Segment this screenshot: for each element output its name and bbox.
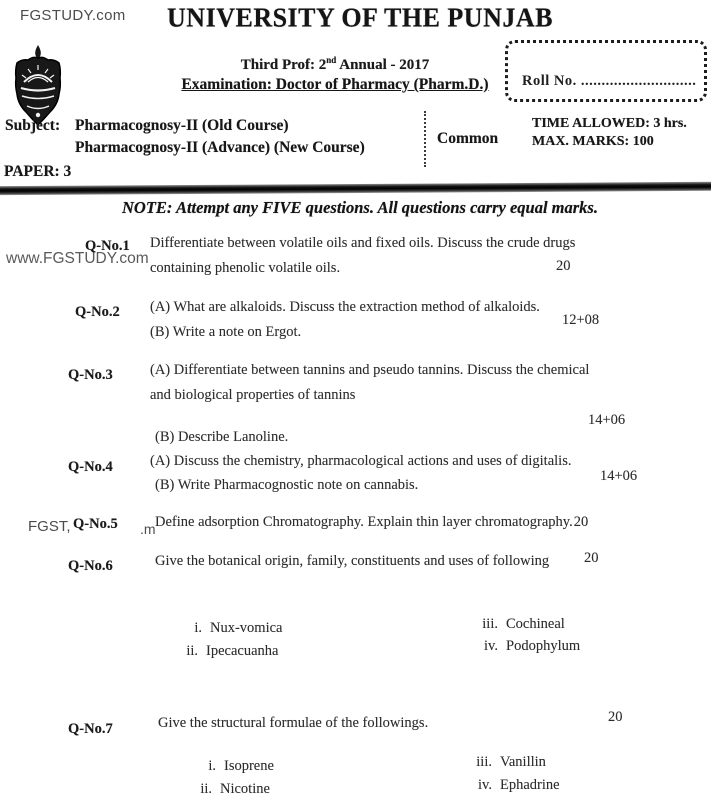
question-6-item-4: [478, 638, 580, 655]
question-5-label: Q-No.5: [73, 516, 118, 532]
question-6-text: Give the botanical origin, family, constituents and uses of following: [155, 553, 550, 569]
item-text: Ephadrine: [500, 777, 560, 793]
subject-new-course: Pharmacognosy-II (Advance) (New Course): [75, 139, 365, 156]
session-prefix: Third Prof: 2: [240, 57, 327, 73]
watermark-q5-right: .m: [140, 521, 156, 537]
question-5-line: Define adsorption Chromatography. Explain thin layer chromatography.: [155, 514, 573, 530]
question-7-item-3: [472, 754, 546, 771]
item-numeral: i.: [194, 620, 202, 636]
session-line: [160, 55, 510, 74]
item-numeral: ii.: [200, 781, 212, 797]
session-ordinal: nd: [326, 55, 337, 65]
vertical-divider: [424, 111, 426, 167]
question-5-text: [155, 514, 588, 531]
question-4-marks: 14+06: [600, 468, 638, 484]
question-5-marks: 20: [573, 514, 589, 530]
subject-label: Subject:: [5, 117, 61, 134]
question-7-label: Q-No.7: [68, 721, 113, 737]
common-label: Common: [437, 130, 499, 147]
item-numeral: ii.: [186, 643, 198, 659]
question-7-marks: 20: [608, 709, 623, 725]
item-numeral: iii.: [482, 616, 498, 632]
item-text: Podophylum: [506, 638, 581, 654]
question-7-item-4: [472, 777, 560, 794]
question-4-label: Q-No.4: [68, 459, 113, 475]
item-numeral: iv.: [478, 777, 492, 793]
item-text: Isoprene: [224, 758, 274, 774]
question-3-part-a-line-1: (A) Differentiate between tannins and pseudo tannins. Discuss the chemical: [150, 362, 590, 378]
question-1-label: Q-No.1: [85, 238, 130, 254]
time-allowed: TIME ALLOWED: 3 hrs.: [532, 116, 687, 131]
question-2-label: Q-No.2: [75, 304, 120, 320]
roll-number-label: Roll No. ............................: [522, 73, 697, 89]
question-3-marks: 14+06: [588, 412, 626, 428]
subject-old-course: Pharmacognosy-II (Old Course): [75, 117, 289, 134]
item-text: Cochineal: [506, 616, 565, 632]
question-6-item-3: [478, 616, 565, 633]
question-6-label: Q-No.6: [68, 558, 113, 574]
session-suffix: Annual - 2017: [336, 57, 430, 73]
item-numeral: iv.: [484, 638, 498, 654]
paper-number: PAPER: 3: [4, 163, 72, 180]
question-3-part-a-line-2: and biological properties of tannins: [150, 387, 356, 403]
examination-title: Examination: Doctor of Pharmacy (Pharm.D.): [181, 76, 489, 93]
question-6-marks: 20: [584, 550, 599, 566]
question-7-item-2: [192, 781, 270, 798]
item-text: Vanillin: [500, 754, 546, 770]
crest-icon: [8, 44, 68, 128]
max-marks: MAX. MARKS: 100: [532, 134, 654, 149]
watermark-top: FGSTUDY.com: [20, 7, 126, 24]
item-text: Nux-vomica: [210, 620, 283, 636]
question-7-item-1: [196, 758, 274, 775]
question-2-part-b: (B) Write a note on Ergot.: [150, 324, 302, 340]
question-1-line-1: Differentiate between volatile oils and fixed oils. Discuss the crude drugs: [150, 235, 576, 251]
item-numeral: iii.: [476, 754, 492, 770]
university-title: UNIVERSITY OF THE PUNJAB: [167, 2, 553, 33]
watermark-q5-left: FGST,: [28, 518, 71, 535]
question-7-text: Give the structural formulae of the followings.: [158, 715, 429, 731]
question-4-part-a: (A) Discuss the chemistry, pharmacological actions and uses of digitalis.: [150, 453, 572, 469]
item-text: Ipecacuanha: [206, 643, 279, 659]
question-2-part-a: (A) What are alkaloids. Discuss the extraction method of alkaloids.: [150, 299, 540, 315]
question-2-marks: 12+08: [562, 312, 600, 328]
question-4-part-b: (B) Write Pharmacognostic note on cannabis.: [155, 477, 419, 493]
question-3-label: Q-No.3: [68, 367, 113, 383]
item-numeral: i.: [208, 758, 216, 774]
question-3-part-b: (B) Describe Lanoline.: [155, 429, 289, 445]
watermark-q1: www.FGSTUDY.com: [6, 250, 149, 267]
roll-number-box: [505, 40, 707, 102]
horizontal-rule: [0, 182, 711, 195]
item-text: Nicotine: [220, 781, 270, 797]
question-1-marks: 20: [556, 258, 571, 274]
question-6-item-2: [178, 643, 278, 660]
question-6-item-1: [182, 620, 282, 637]
note-instructions: NOTE: Attempt any FIVE questions. All questions carry equal marks.: [122, 198, 598, 217]
question-1-line-2: containing phenolic volatile oils.: [150, 260, 341, 276]
